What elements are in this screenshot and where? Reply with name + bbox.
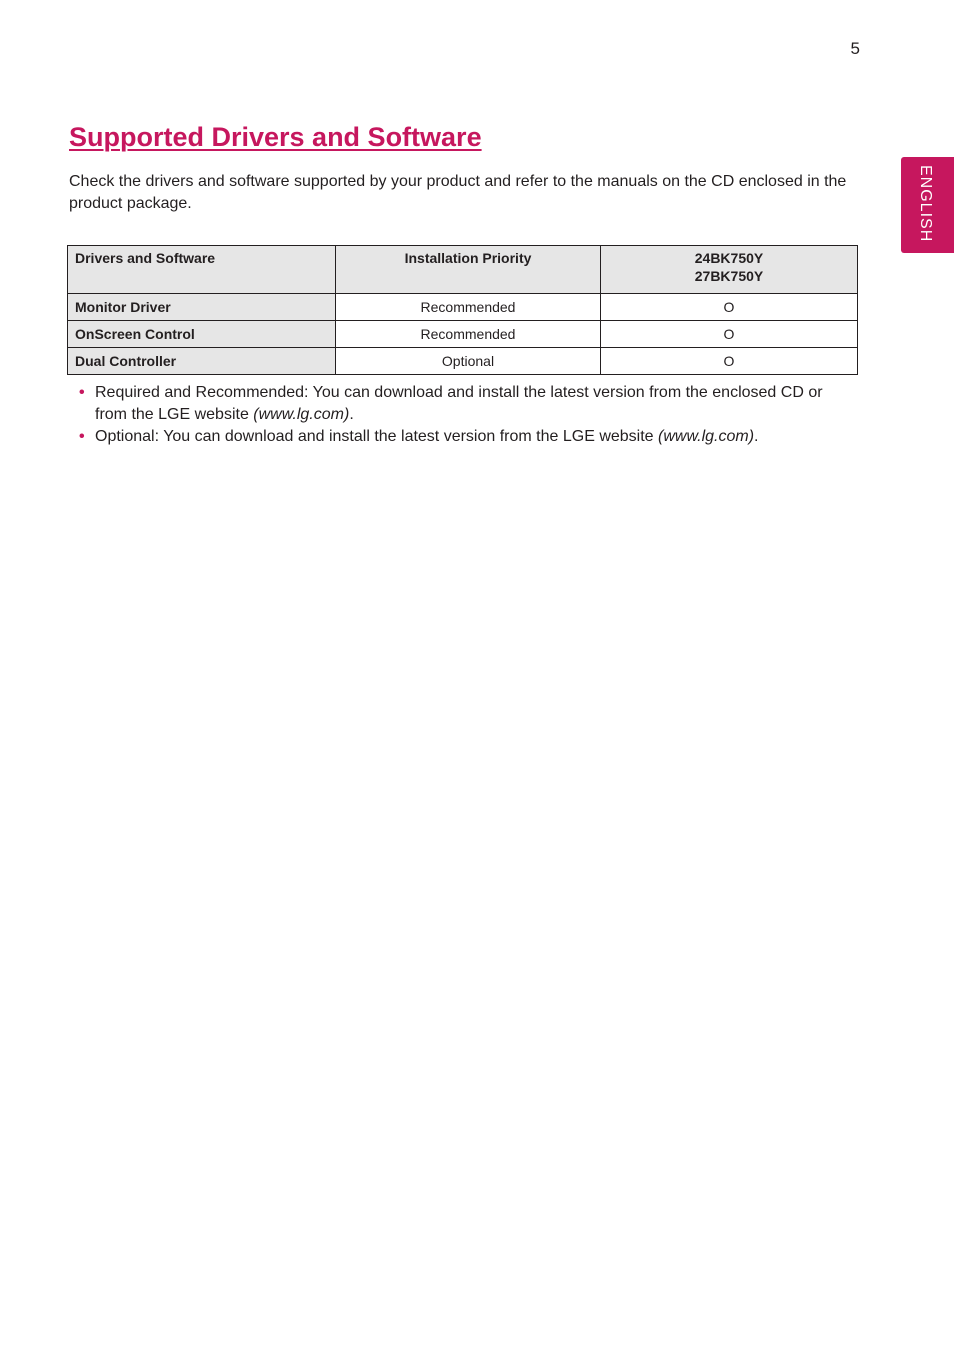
row-priority: Recommended [336, 294, 601, 321]
table-row [68, 321, 858, 348]
language-tab-label: ENGLISH [917, 165, 934, 243]
note-url: (www.lg.com) [658, 428, 755, 445]
list-item [69, 426, 849, 448]
row-support-mark: O [601, 348, 858, 375]
note-suffix: . [754, 428, 759, 445]
header-drivers-and-software: Drivers and Software [68, 246, 336, 294]
note-url: (www.lg.com) [253, 406, 350, 423]
row-priority: Optional [336, 348, 601, 375]
row-name-onscreen-control: OnScreen Control [68, 321, 336, 348]
table-row [68, 294, 858, 321]
notes-list [69, 382, 849, 448]
header-installation-priority: Installation Priority [336, 246, 601, 294]
row-support-mark: O [601, 294, 858, 321]
header-model-27bk750y: 27BK750Y [694, 268, 764, 284]
row-name-monitor-driver: Monitor Driver [68, 294, 336, 321]
list-item [69, 382, 849, 426]
table-header-row [68, 246, 858, 294]
note-text: Optional: You can download and install the latest version from the LGE website [95, 428, 659, 445]
intro-paragraph: Check the drivers and software supported by your product and refer to the manuals on the CD enclosed in the product package. [69, 173, 847, 212]
row-name-dual-controller: Dual Controller [68, 348, 336, 375]
row-support-mark: O [601, 321, 858, 348]
drivers-table [67, 245, 858, 375]
note-text: Required and Recommended: You can download and install the latest version from the enclosed CD or from the LGE website [95, 384, 823, 423]
section-title: Supported Drivers and Software [69, 122, 482, 152]
row-priority: Recommended [336, 321, 601, 348]
page-number: 5 [850, 39, 860, 58]
bullet-icon: • [79, 428, 85, 445]
header-model-24bk750y: 24BK750Y [694, 250, 764, 266]
note-suffix: . [349, 406, 354, 423]
table-row [68, 348, 858, 375]
bullet-icon: • [79, 384, 85, 401]
header-models [601, 246, 858, 294]
